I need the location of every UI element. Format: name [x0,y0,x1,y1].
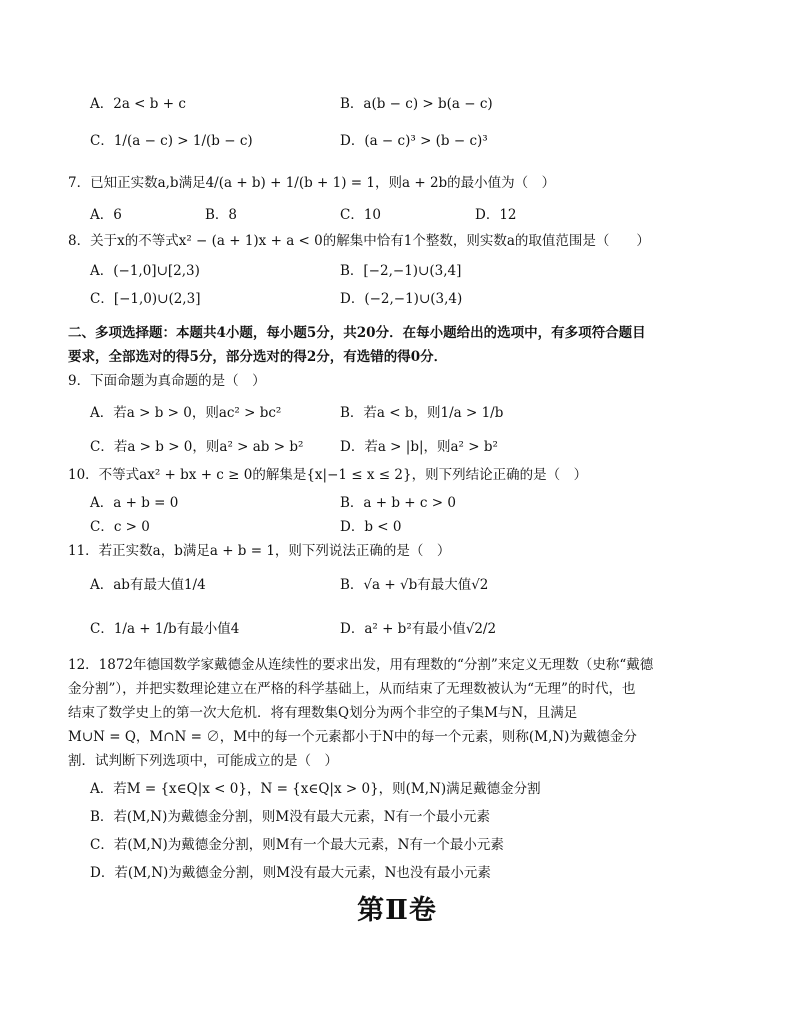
q9-option-a: A．若a > b > 0，则ac² > bc² [90,405,282,421]
q7-option-c: C．10 [340,207,382,223]
q10-option-b: B．a + b + c > 0 [340,495,456,511]
q8-option-a: A．(−1,0]∪[2,3) [90,263,200,279]
q7-option-b: B．8 [205,207,238,223]
q12-option-a: A．若M = {x∈Q|x < 0}，N = {x∈Q|x > 0}，则(M,N)满足戴德金分割 [90,781,541,797]
q7-option-d: D．12 [475,207,517,223]
q9-option-d: D．若a > |b|，则a² > b² [340,439,498,455]
q11-stem: 11．若正实数a，b满足a + b = 1，则下列说法正确的是（ ） [68,543,451,559]
q12-text-line3: 结束了数学史上的第一次大危机．将有理数集Q划分为两个非空的子集M与N，且满足 [68,705,578,721]
q6-option-b: B．a(b − c) > b(a − c) [340,96,493,112]
q7-stem: 7．已知正实数a,b满足4/(a + b) + 1/(b + 1) = 1，则a + 2b的最小值为（ ） [68,175,556,191]
q12-text-line1: 12．1872年德国数学家戴德金从连续性的要求出发，用有理数的“分割”来定义无理数（史称“戴德 [68,657,654,673]
q10-stem: 10．不等式ax² + bx + c ≥ 0的解集是{x|−1 ≤ x ≤ 2}，则下列结论正确的是（ ） [68,467,588,483]
q7-option-a: A．6 [90,207,122,223]
q10-option-c: C．c > 0 [90,519,150,535]
q11-option-d: D．a² + b²有最小值√2/2 [340,621,497,637]
q11-option-c: C．1/a + 1/b有最小值4 [90,621,240,637]
q12-text-line4: M∪N = Q，M∩N = ∅，M中的每一个元素都小于N中的每一个元素，则称(M,N)为戴德金分 [68,729,637,745]
q8-stem: 8．关于x的不等式x² − (a + 1)x + a < 0的解集中恰有1个整数，则实数a的取值范围是（ ） [68,233,650,249]
q6-option-c: C．1/(a − c) > 1/(b − c) [90,133,253,149]
q6-option-d: D．(a − c)³ > (b − c)³ [340,133,488,149]
q10-option-d: D．b < 0 [340,519,402,535]
section2-heading-line2: 要求，全部选对的得5分，部分选对的得2分，有选错的得0分． [68,349,448,365]
q12-text-line5: 割．试判断下列选项中，可能成立的是（ ） [68,753,338,769]
q11-option-a: A．ab有最大值1/4 [90,577,206,593]
q9-option-b: B．若a < b，则1/a > 1/b [340,405,504,421]
q8-option-b: B．[−2,−1)∪(3,4] [340,263,462,279]
q12-text-line2: 金分割”），并把实数理论建立在严格的科学基础上，从而结束了无理数被认为“无理”的时代，也 [68,681,636,697]
q9-option-c: C．若a > b > 0，则a² > ab > b² [90,439,304,455]
section2-heading-line1: 二、多项选择题：本题共4小题，每小题5分，共20分．在每小题给出的选项中，有多项符合题目 [68,325,646,341]
q9-stem: 9．下面命题为真命题的是（ ） [68,373,266,389]
volume-title: 第Ⅱ卷 [357,895,437,926]
q12-option-c: C．若(M,N)为戴德金分割，则M有一个最大元素，N有一个最小元素 [90,837,504,853]
q10-option-a: A．a + b = 0 [90,495,179,511]
q12-option-b: B．若(M,N)为戴德金分割，则M没有最大元素，N有一个最小元素 [90,809,491,825]
q12-option-d: D．若(M,N)为戴德金分割，则M没有最大元素，N也没有最小元素 [90,865,491,881]
q11-option-b: B．√a + √b有最大值√2 [340,577,489,593]
q6-option-a: A．2a < b + c [90,96,186,112]
q8-option-c: C．[−1,0)∪(2,3] [90,291,201,307]
q8-option-d: D．(−2,−1)∪(3,4) [340,291,463,307]
